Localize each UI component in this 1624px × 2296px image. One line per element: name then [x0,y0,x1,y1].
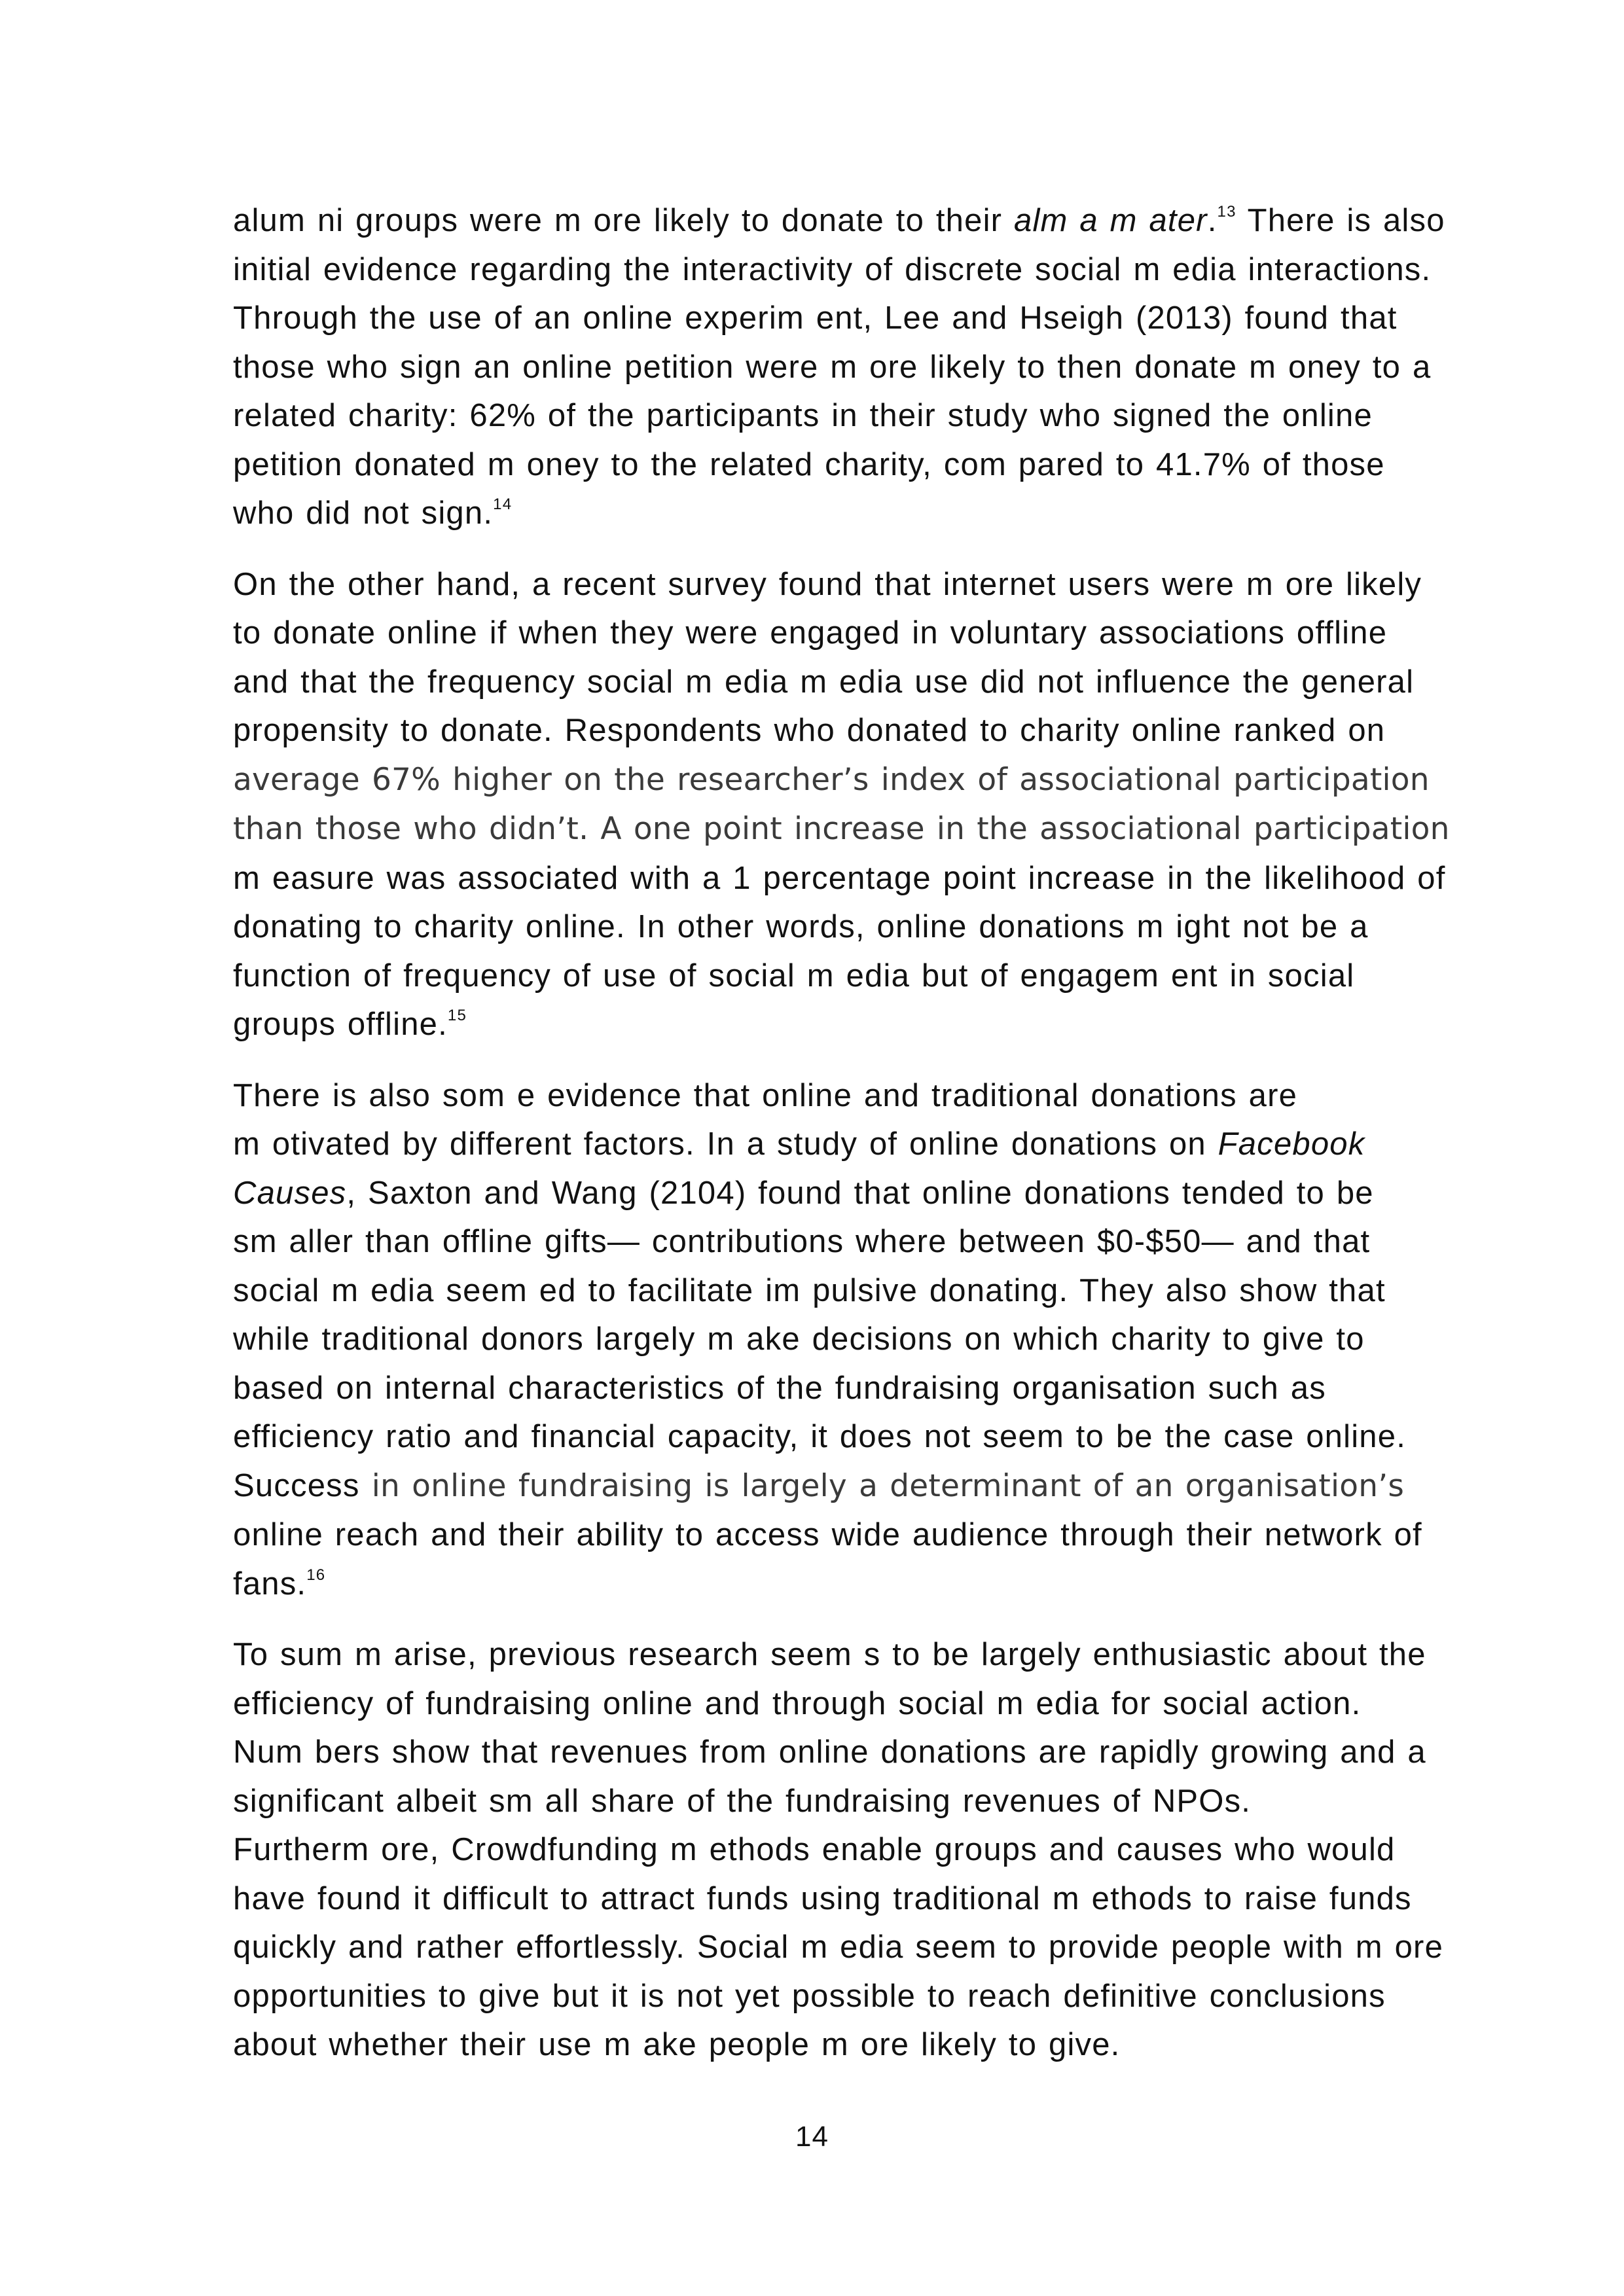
text-segment: On the other hand, a recent survey found that internet users were m ore likely [233,566,1422,602]
text-line [233,245,1529,295]
text-segment: efficiency ratio and financial capacity, it does not seem to be the case online. [233,1419,1407,1454]
text-segment: , Saxton and Wang (2104) found that online donations tended to be [346,1175,1374,1211]
text-line [233,1630,1529,1679]
text-line [233,952,1529,1001]
text-line [233,294,1529,343]
text-segment: significant albeit sm all share of the fundraising revenues of NPOs. [233,1783,1252,1819]
text-segment: There is also [1236,203,1445,238]
text-line [233,1315,1529,1364]
text-line [233,1462,1529,1511]
text-line [233,1120,1529,1169]
page-number: 14 [795,2121,829,2153]
text-line [233,440,1529,490]
text-line [233,2020,1529,2070]
text-line [233,1511,1529,1560]
paragraph [233,1630,1529,2070]
text-line [233,489,1529,538]
text-segment: Furtherm ore, Crowdfunding m ethods enable groups and causes who would [233,1832,1396,1867]
text-line [233,1825,1529,1874]
text-segment: in online fundraising is largely a determinant of an organisation’s [359,1467,1405,1504]
paragraph [233,560,1529,1049]
footnote-reference: 16 [306,1566,326,1584]
text-line [233,1560,1529,1609]
text-line [233,343,1529,392]
italic-text: alm a m ater [1014,203,1208,238]
text-segment: There is also som e evidence that online and traditional donations are [233,1077,1298,1113]
text-line [233,1777,1529,1826]
text-segment: while traditional donors largely m ake decisions on which charity to give to [233,1321,1365,1357]
text-segment: propensity to donate. Respondents who donated to charity online ranked on [233,713,1386,748]
text-line [233,1972,1529,2021]
footnote-reference: 15 [447,1007,467,1024]
text-line [233,609,1529,658]
text-segment: sm aller than offline gifts— contributions where between $0-$50— and that [233,1224,1371,1259]
text-line [233,196,1529,245]
text-segment: m easure was associated with a 1 percentage point increase in the likelihood of [233,860,1446,896]
text-line [233,755,1529,805]
text-segment: Success [233,1467,360,1503]
text-segment: about whether their use m ake people m ore likely to give. [233,2027,1121,2062]
text-segment: initial evidence regarding the interactivity of discrete social m edia interactions. [233,251,1432,287]
text-segment: than those who didn’t. A one point increase in the associational participation [233,811,1450,847]
text-line [233,658,1529,707]
text-line [233,1874,1529,1924]
text-segment: social m edia seem ed to facilitate im pulsive donating. They also show that [233,1272,1386,1308]
italic-text: Causes [233,1175,347,1211]
text-segment: fans. [233,1566,307,1602]
text-line [233,1923,1529,1972]
text-segment: who did not sign. [233,495,494,531]
text-segment: have found it difficult to attract funds using traditional m ethods to raise funds [233,1880,1412,1916]
text-segment: . [1207,203,1218,238]
text-segment: online reach and their ability to access wide audience through their network of [233,1517,1422,1552]
paragraph [233,196,1529,538]
text-line [233,1728,1529,1777]
text-segment: average 67% higher on the researcher’s index of associational participation [233,761,1430,798]
text-segment: function of frequency of use of social m edia but of engagem ent in social [233,958,1355,994]
text-segment: quickly and rather effortlessly. Social m edia seem to provide people with m ore [233,1929,1444,1965]
text-line [233,1266,1529,1316]
text-segment: efficiency of fundraising online and through social m edia for social action. [233,1685,1362,1721]
text-line [233,903,1529,952]
text-line [233,1364,1529,1413]
text-segment: m otivated by different factors. In a study of online donations on [233,1126,1218,1162]
text-segment: Num bers show that revenues from online donations are rapidly growing and a [233,1734,1426,1770]
paragraph-container [233,196,1529,2070]
footnote-reference: 14 [493,495,513,513]
text-line [233,1217,1529,1266]
text-segment: to donate online if when they were engaged in voluntary associations offline [233,615,1388,651]
text-segment: and that the frequency social m edia m edia use did not influence the general [233,664,1415,700]
footnote-reference: 13 [1217,203,1236,221]
text-segment: To sum m arise, previous research seem s to be largely enthusiastic about the [233,1637,1426,1672]
text-segment: petition donated m oney to the related charity, com pared to 41.7% of those [233,446,1385,482]
text-segment: donating to charity online. In other words, online donations m ight not be a [233,909,1369,944]
text-segment: based on internal characteristics of the fundraising organisation such as [233,1370,1326,1406]
text-line [233,1169,1529,1218]
text-line [233,854,1529,903]
text-line [233,706,1529,755]
italic-text: Facebook [1218,1126,1365,1162]
document-body [233,196,1529,2092]
text-segment: those who sign an online petition were m ore likely to then donate m oney to a [233,349,1432,385]
text-segment: alum ni groups were m ore likely to donate to their [233,203,1014,238]
text-segment: Through the use of an online experim ent, Lee and Hseigh (2013) found that [233,300,1398,336]
text-line [233,1071,1529,1121]
text-line [233,804,1529,854]
text-segment: groups offline. [233,1007,448,1042]
text-line [233,1000,1529,1049]
text-segment: opportunities to give but it is not yet possible to reach definitive conclusions [233,1978,1386,2014]
text-line [233,1679,1529,1729]
paragraph [233,1071,1529,1609]
text-line [233,560,1529,609]
text-segment: related charity: 62% of the participants in their study who signed the online [233,398,1373,433]
text-line [233,391,1529,440]
text-line [233,1412,1529,1462]
